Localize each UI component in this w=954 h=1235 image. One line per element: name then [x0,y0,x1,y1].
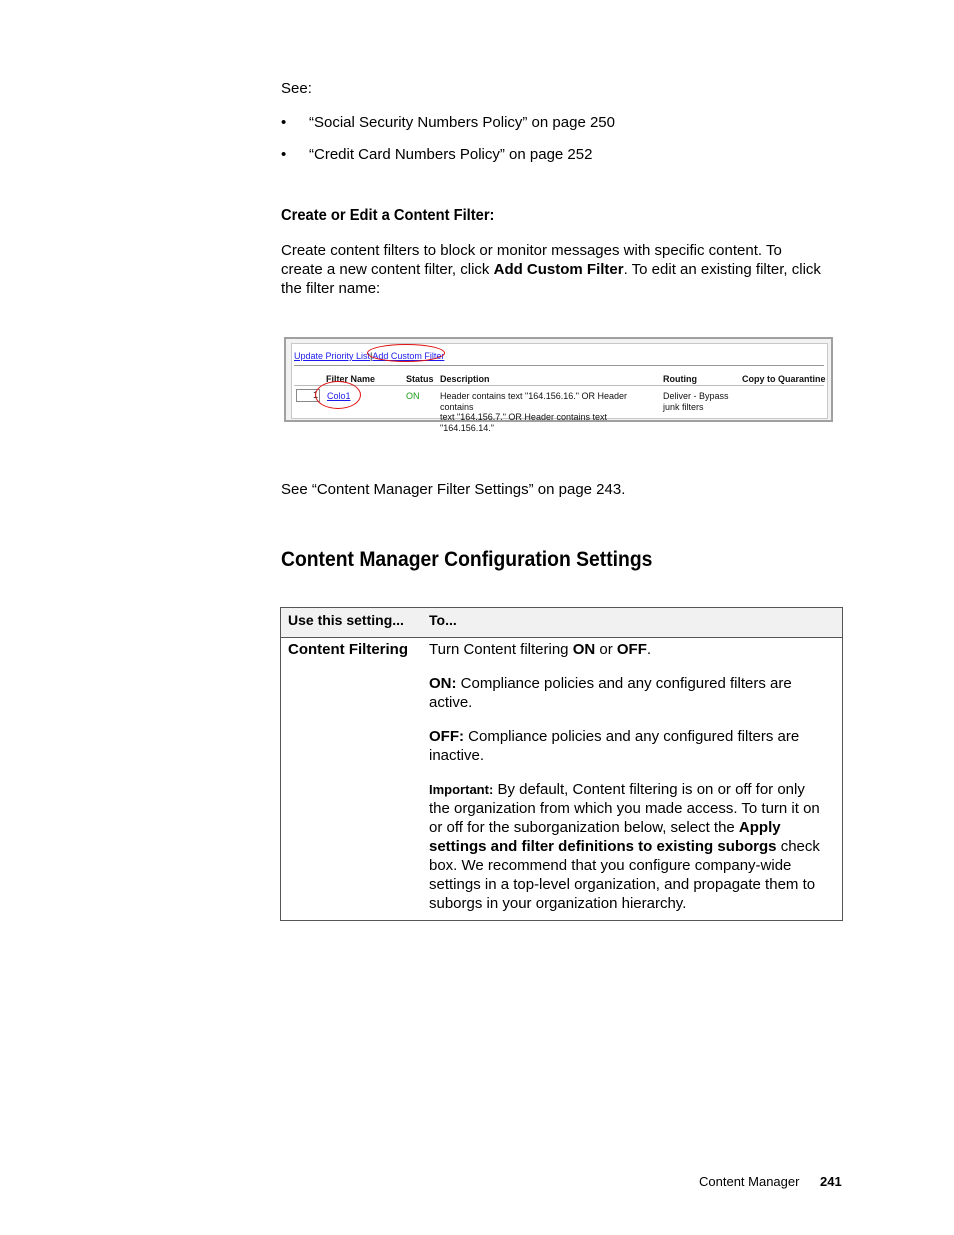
page-number: 241 [820,1174,842,1189]
highlight-circle-filter-name [315,381,361,409]
column-header-status: Status [406,374,434,384]
column-header-copy-to-quarantine: Copy to Quarantine [742,374,826,384]
header-divider [294,385,824,386]
row-label-content-filtering: Content Filtering [288,641,408,658]
important-note: Important: By default, Content filtering is on or off for only the organization from which you made access. To turn it on or off for the suborganization below, select the Apply settings and filter definitions to existing suborgs check box. We recommend that you configure company-wide settings in a top-level organization, and propagate them to suborgs in your organization hierarchy. [429,781,820,912]
bullet-marker: • [281,114,287,131]
filter-status: ON [406,391,420,401]
toolbar-separator: | [370,351,373,361]
filter-description [440,391,660,433]
table-header-to: To... [429,612,457,628]
bullet-marker: • [281,146,287,163]
off-description: OFF: Compliance policies and any configured filters are inactive. [429,728,800,764]
add-custom-filter-link[interactable]: Add Custom Filter [372,351,445,361]
description-line: "164.156.14." [440,422,494,433]
create-paragraph-line2: create a new content filter, click Add Custom Filter. To edit an existing filter, click [281,261,821,278]
highlight-circle-add-filter [367,344,445,362]
filter-list-panel [291,343,828,433]
create-paragraph-line1: Create content filters to block or monitor messages with specific content. To [281,242,782,259]
settings-table [280,607,843,921]
footer-section-name: Content Manager [699,1174,800,1189]
content-filtering-toggle-text: Turn Content filtering ON or OFF. [429,641,652,658]
priority-input[interactable]: 1 [296,389,320,402]
update-priority-list-link[interactable]: Update Priority List [294,351,371,361]
table-header-row [281,608,842,638]
filter-routing [663,391,729,412]
column-header-routing: Routing [663,374,697,384]
see-filter-settings: See “Content Manager Filter Settings” on page 243. [281,481,626,498]
bullet-item-ssn-policy: “Social Security Numbers Policy” on page 250 [309,114,615,131]
routing-line: junk filters [663,401,704,412]
description-line: Header contains text "164.156.16." OR Header contains [440,391,628,412]
create-filter-heading: Create or Edit a Content Filter: [281,207,495,224]
description-line: text "164.156.7." OR Header contains text [440,412,607,422]
see-label: See: [281,80,312,97]
routing-line: Deliver - Bypass [663,391,729,401]
filter-name-link[interactable]: Colo1 [327,391,351,401]
column-header-filter-name: Filter Name [326,374,376,384]
filter-list-screenshot [284,337,833,433]
table-header-setting: Use this setting... [288,612,404,628]
config-section-heading: Content Manager Configuration Settings [281,548,653,571]
bullet-item-credit-card-policy: “Credit Card Numbers Policy” on page 252 [309,146,593,163]
create-paragraph-line3: the filter name: [281,280,381,297]
on-description: ON: Compliance policies and any configured filters are active. [429,675,792,711]
column-header-description: Description [440,374,490,384]
toolbar-divider [294,365,824,366]
